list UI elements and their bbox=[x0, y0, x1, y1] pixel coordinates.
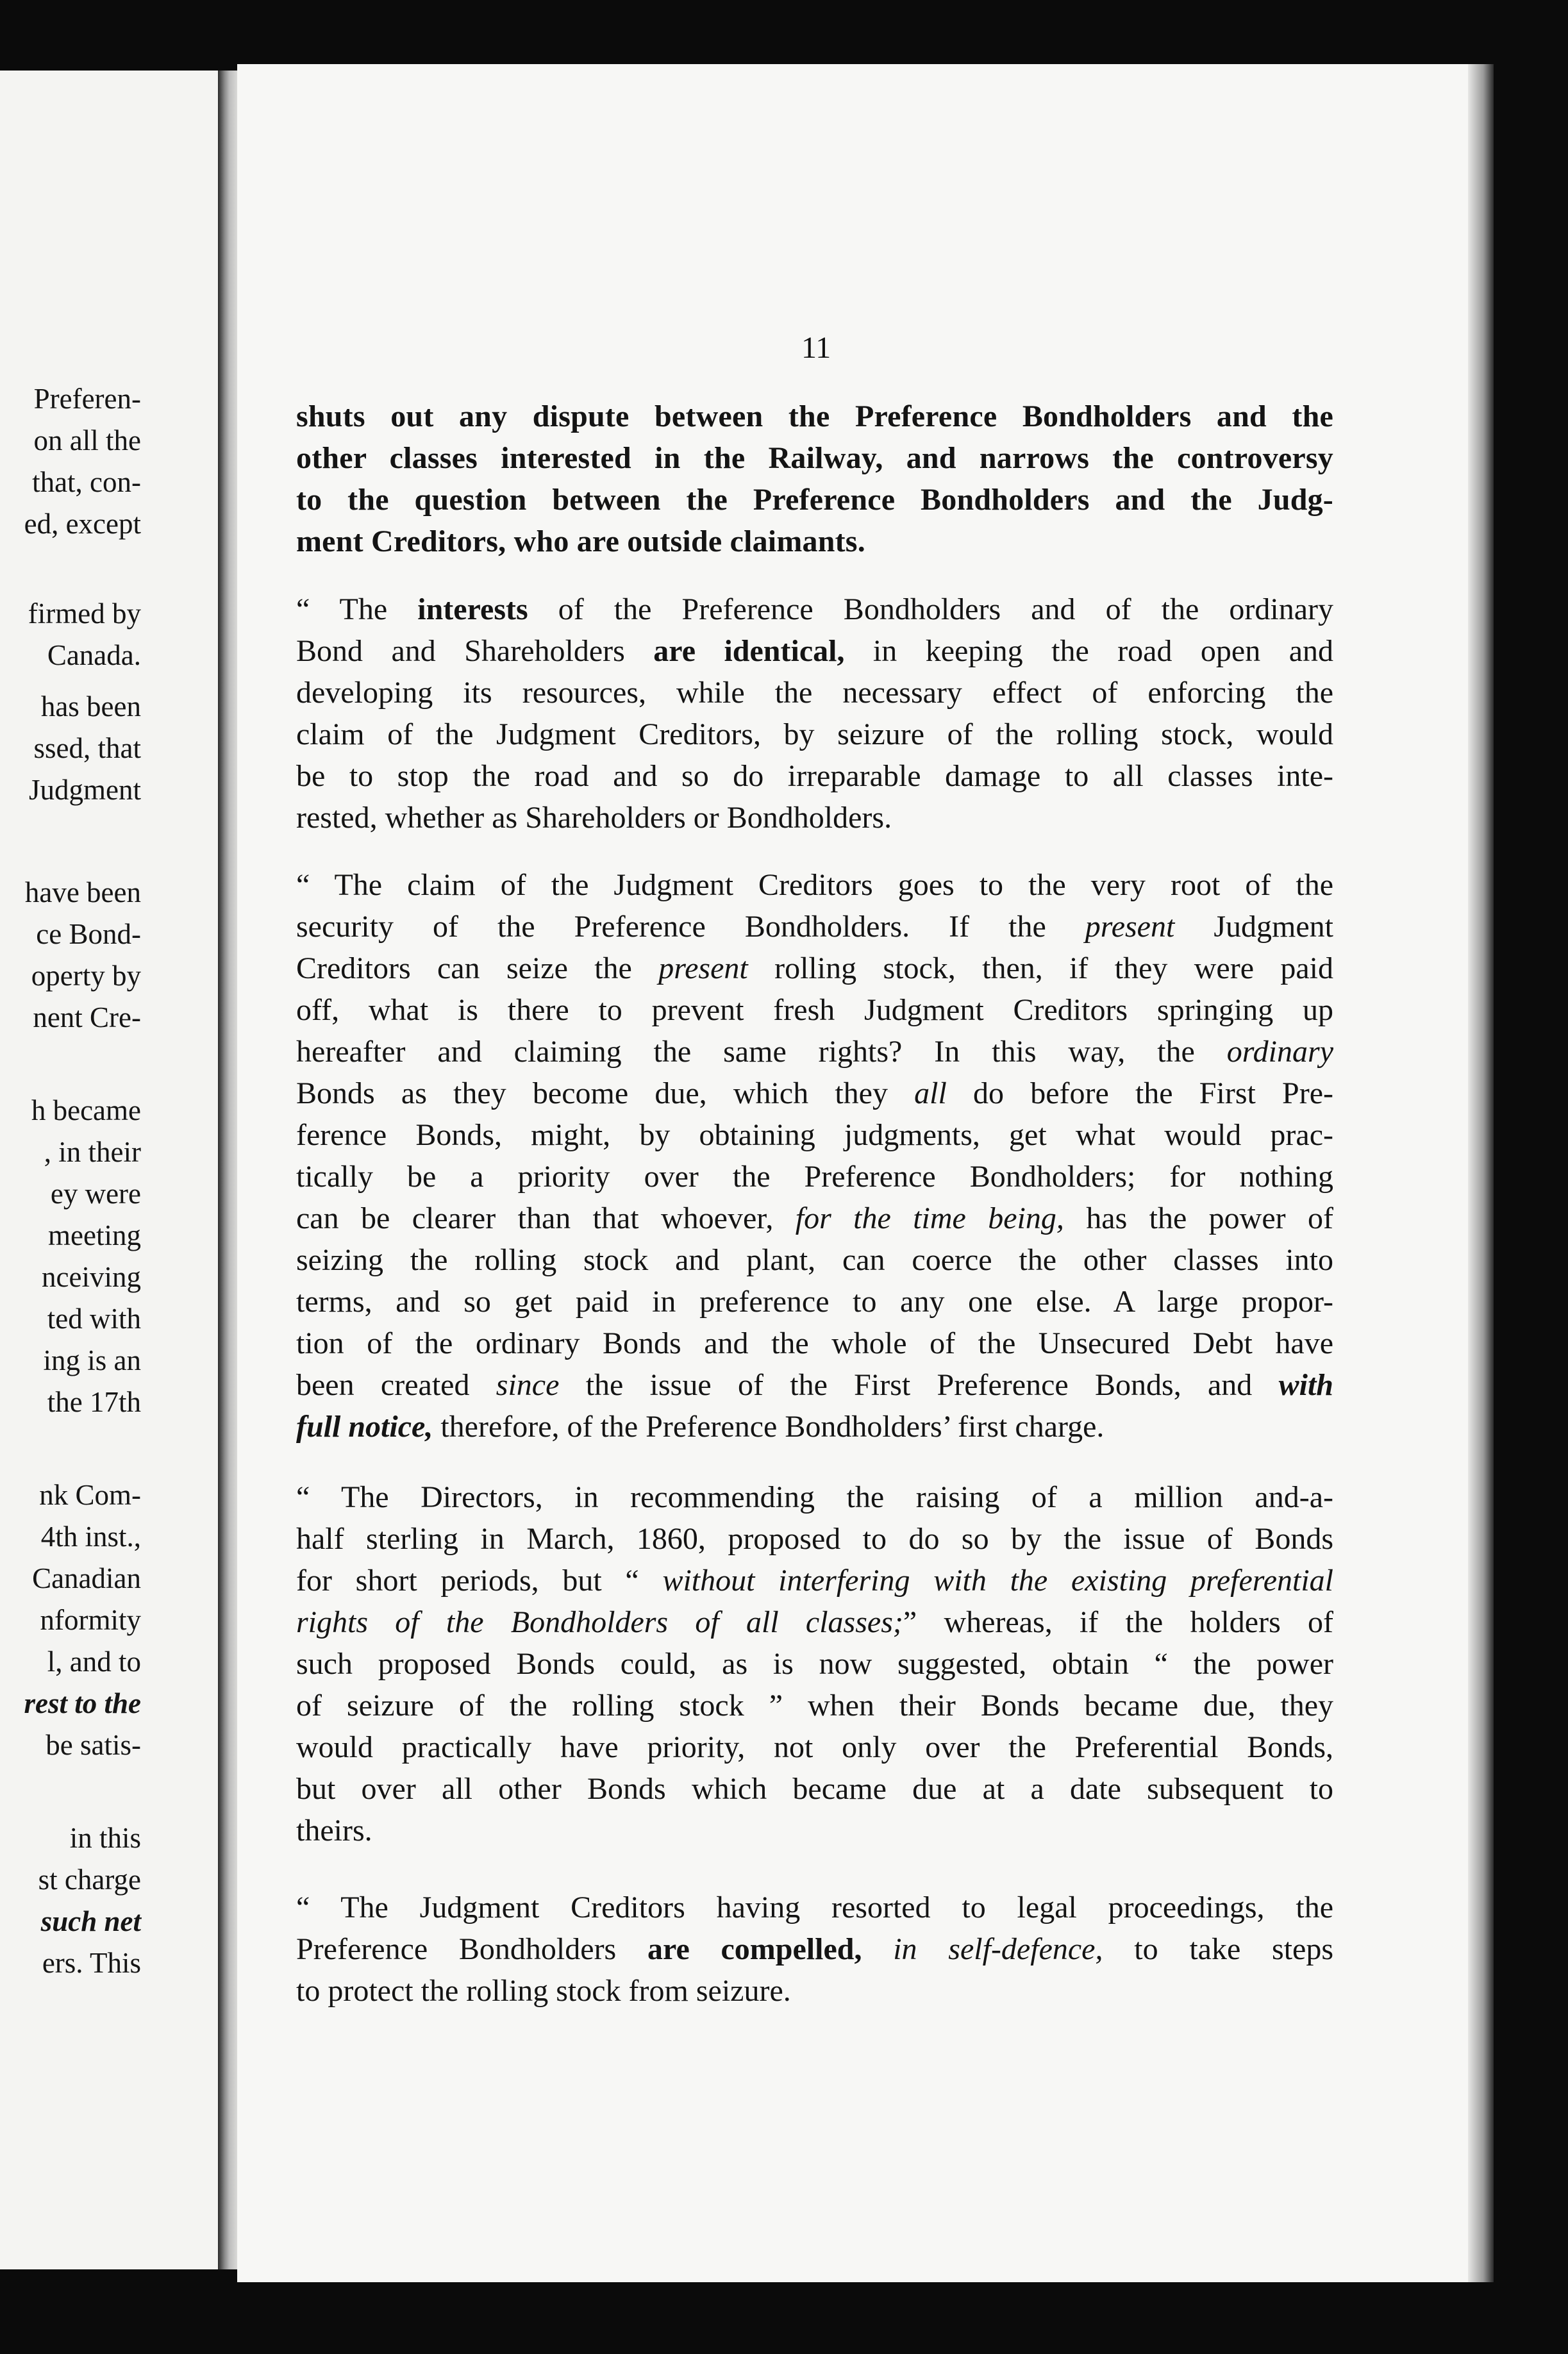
text-line: would practically have priority, not only over the Preferential Bonds, bbox=[296, 1730, 1333, 1764]
text-line: other classes interested in the Railway, and narrows the controversy bbox=[296, 441, 1333, 475]
text-line: to protect the rolling stock from seizure. bbox=[296, 1974, 791, 2008]
text-line: “ The interests of the Preference Bondholders and of the ordinary bbox=[296, 592, 1333, 626]
left-line: ing is an bbox=[43, 1344, 141, 1376]
left-line: rest to the bbox=[24, 1687, 141, 1719]
paragraph-interests bbox=[296, 588, 1333, 839]
text-line: such proposed Bonds could, as is now suggested, obtain “ the power bbox=[296, 1647, 1333, 1681]
left-line: Preferen- bbox=[33, 383, 141, 415]
text-line: Creditors can seize the present rolling stock, then, if they were paid bbox=[296, 951, 1333, 985]
text-line: half sterling in March, 1860, proposed to do so by the issue of Bonds bbox=[296, 1522, 1333, 1556]
text-line: of seizure of the rolling stock ” when their Bonds became due, they bbox=[296, 1689, 1333, 1723]
left-line: in this bbox=[69, 1822, 141, 1854]
left-line: ted with bbox=[47, 1303, 141, 1335]
text-line: Bond and Shareholders are identical, in keeping the road open and bbox=[296, 634, 1333, 668]
page-gutter bbox=[218, 71, 237, 2269]
left-line: ce Bond- bbox=[36, 918, 141, 950]
text-line: tically be a priority over the Preference Bondholders; for nothing bbox=[296, 1160, 1333, 1194]
text-line: Bonds as they become due, which they all do before the First Pre- bbox=[296, 1076, 1333, 1110]
left-line: on all the bbox=[33, 424, 141, 456]
page-number: 11 bbox=[801, 331, 831, 365]
left-line: have been bbox=[24, 876, 141, 908]
left-line: that, con- bbox=[32, 466, 141, 498]
text-line: but over all other Bonds which became due at a date subsequent to bbox=[296, 1772, 1333, 1806]
left-line: h became bbox=[31, 1094, 141, 1126]
left-line: Canadian bbox=[32, 1562, 141, 1594]
text-line: “ The Directors, in recommending the raising of a million and-a- bbox=[296, 1480, 1333, 1514]
left-line: l, and to bbox=[47, 1646, 141, 1678]
text-line: claim of the Judgment Creditors, by seizure of the rolling stock, would bbox=[296, 717, 1333, 751]
text-line: rested, whether as Shareholders or Bondholders. bbox=[296, 801, 892, 835]
text-line: for short periods, but “ without interfering with the existing preferential bbox=[296, 1564, 1333, 1598]
text-line: to the question between the Preference Bondholders and the Judg- bbox=[296, 483, 1333, 517]
page-edge-shadow bbox=[1468, 64, 1494, 2282]
text-line: seizing the rolling stock and plant, can coerce the other classes into bbox=[296, 1243, 1333, 1277]
text-line: shuts out any dispute between the Preference Bondholders and the bbox=[296, 399, 1333, 433]
left-page-fragment bbox=[0, 71, 224, 2269]
text-line: can be clearer than that whoever, for the time being, has the power of bbox=[296, 1201, 1333, 1235]
text-line: security of the Preference Bondholders. If the present Judgment bbox=[296, 910, 1333, 944]
left-line: nformity bbox=[40, 1604, 141, 1636]
left-line: ers. This bbox=[42, 1947, 141, 1979]
text-line: ment Creditors, who are outside claimants. bbox=[296, 524, 865, 558]
text-line: rights of the Bondholders of all classes;” whereas, if the holders of bbox=[296, 1605, 1333, 1639]
text-line: terms, and so get paid in preference to any one else. A large propor- bbox=[296, 1285, 1333, 1319]
text-line: tion of the ordinary Bonds and the whole of the Unsecured Debt have bbox=[296, 1326, 1333, 1360]
text-line: theirs. bbox=[296, 1814, 372, 1848]
paragraph-claim bbox=[296, 864, 1333, 1448]
left-line: nk Com- bbox=[39, 1479, 141, 1511]
left-line: , in their bbox=[44, 1136, 141, 1168]
left-line: Judgment bbox=[29, 774, 141, 806]
text-line: “ The Judgment Creditors having resorted to legal proceedings, the bbox=[296, 1891, 1333, 1924]
text-line: ference Bonds, might, by obtaining judgments, get what would prac- bbox=[296, 1118, 1333, 1152]
left-line: the 17th bbox=[47, 1386, 141, 1418]
emphasis-interests: interests bbox=[417, 592, 528, 626]
text-line: full notice, therefore, of the Preference Bondholders’ first charge. bbox=[296, 1410, 1105, 1444]
paragraph-directors bbox=[296, 1476, 1333, 1851]
text-line: off, what is there to prevent fresh Judgment Creditors springing up bbox=[296, 993, 1333, 1027]
text-line: “ The claim of the Judgment Creditors goes to the very root of the bbox=[296, 868, 1333, 902]
left-line: nceiving bbox=[42, 1261, 141, 1293]
paragraph-proceedings bbox=[296, 1887, 1333, 2012]
text-line: hereafter and claiming the same rights? In this way, the ordinary bbox=[296, 1035, 1333, 1069]
text-line: been created since the issue of the First Preference Bonds, and with bbox=[296, 1368, 1333, 1402]
left-line: ed, except bbox=[24, 508, 141, 540]
left-line: nent Cre- bbox=[33, 1001, 141, 1033]
left-line: Canada. bbox=[47, 639, 141, 671]
left-line: such net bbox=[40, 1905, 141, 1937]
left-line: ey were bbox=[50, 1178, 141, 1210]
left-line: st charge bbox=[38, 1864, 141, 1896]
text-line: Preference Bondholders are compelled, in self-defence, to take steps bbox=[296, 1932, 1333, 1966]
text-line: be to stop the road and so do irreparable damage to all classes inte- bbox=[296, 759, 1333, 793]
left-line: 4th inst., bbox=[40, 1521, 141, 1553]
left-line: operty by bbox=[31, 960, 141, 992]
left-line: firmed by bbox=[28, 597, 141, 630]
heading-paragraph bbox=[296, 396, 1333, 562]
emphasis-identical: are identical, bbox=[653, 634, 845, 668]
left-line: meeting bbox=[48, 1219, 141, 1251]
left-line: be satis- bbox=[46, 1729, 141, 1761]
left-line: has been bbox=[40, 690, 141, 722]
left-line: ssed, that bbox=[33, 732, 141, 764]
text-line: developing its resources, while the necessary effect of enforcing the bbox=[296, 676, 1333, 710]
